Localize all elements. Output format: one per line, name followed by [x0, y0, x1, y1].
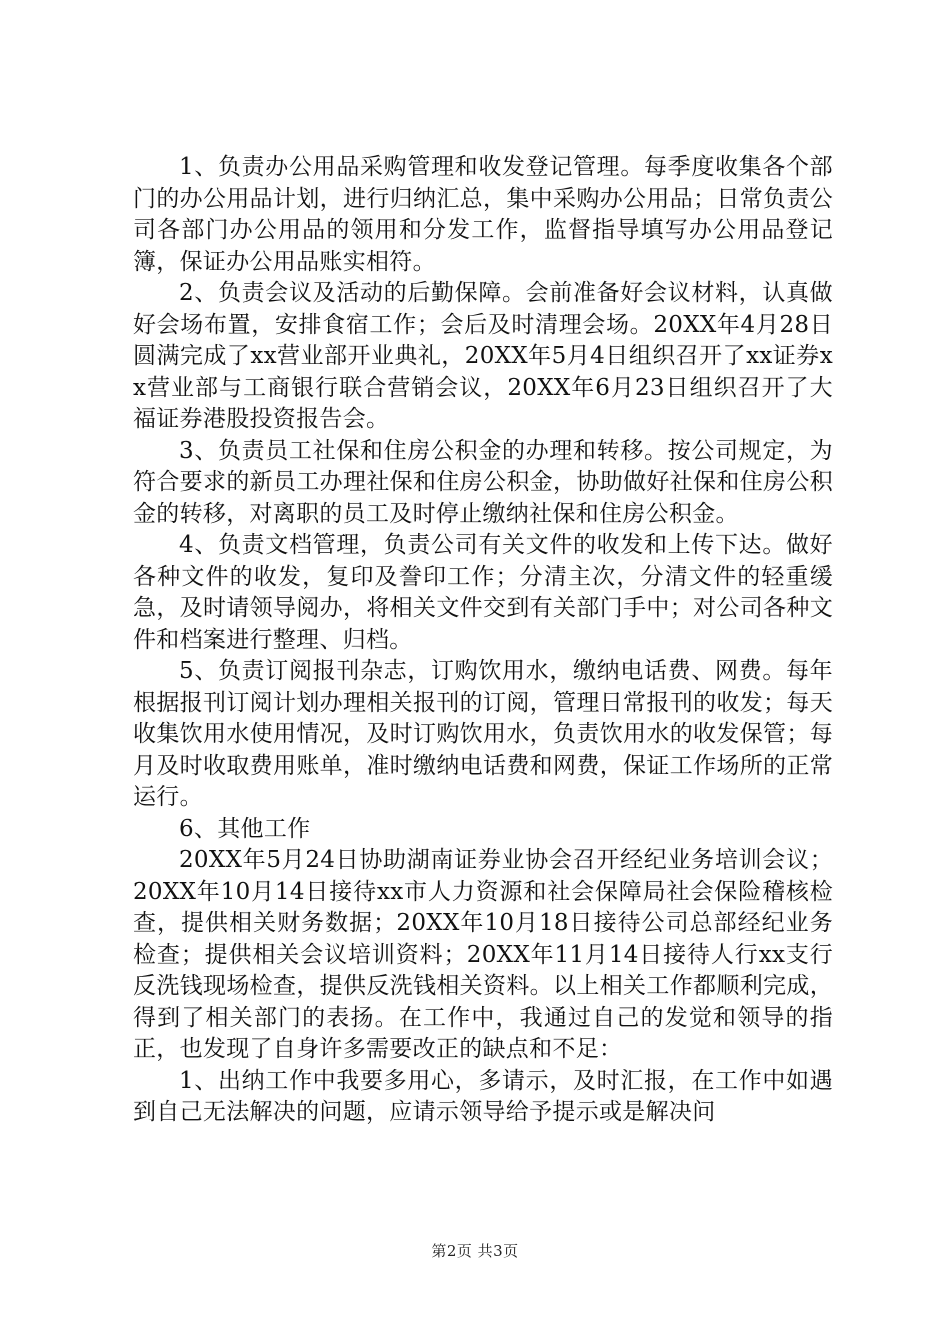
- paragraph-item-3: 3、负责员工社保和住房公积金的办理和转移。按公司规定，为符合要求的新员工办理社保和住房公积金，协助做好社保和住房公积金的转移，对离职的员工及时停止缴纳社保和住房公积金。: [133, 437, 833, 527]
- paragraph-item-4: 4、负责文档管理，负责公司有关文件的收发和上传下达。做好各种文件的收发，复印及誊印工作；分清主次，分清文件的轻重缓急，及时请领导阅办，将相关文件交到有关部门手中；对公司各种文件和档案进行整理、归档。: [133, 532, 833, 653]
- paragraph-item-5: 5、负责订阅报刊杂志，订购饮用水，缴纳电话费、网费。每年根据报刊订阅计划办理相关报刊的订阅，管理日常报刊的收发；每天收集饮用水使用情况，及时订购饮用水，负责饮用水的收发保管；每月及时收取费用账单，准时缴纳电话费和网费，保证工作场所的正常运行。: [133, 658, 833, 810]
- paragraph-other-work-detail: 20XX年5月24日协助湖南证券业协会召开经纪业务培训会议；20XX年10月14日接待xx市人力资源和社会保障局社会保险稽核检查，提供相关财务数据；20XX年10月18日接待公司总部经纪业务检查；提供相关会议培训资料；20XX年11月14日接待人行xx支行反洗钱现场检查，提供反洗钱相关资料。以上相关工作都顺利完成，得到了相关部门的表扬。在工作中，我通过自己的发觉和领导的指正，也发现了自身许多需要改正的缺点和不足：: [133, 847, 833, 1062]
- document-body: [133, 152, 833, 1129]
- paragraph-heading-other-work: 6、其他工作: [179, 815, 311, 842]
- page-number-footer: 第2页 共3页: [431, 1242, 519, 1260]
- paragraph-item-1: 1、负责办公用品采购管理和收发登记管理。每季度收集各个部门的办公用品计划，进行归纳汇总，集中采购办公用品；日常负责公司各部门办公用品的领用和分发工作，监督指导填写办公用品登记簿，保证办公用品账实相符。: [133, 154, 833, 275]
- paragraph-improvement-1: 1、出纳工作中我要多用心，多请示，及时汇报，在工作中如遇到自己无法解决的问题，应请示领导给予提示或是解决问: [133, 1067, 833, 1125]
- paragraph-item-2: 2、负责会议及活动的后勤保障。会前准备好会议材料，认真做好会场布置，安排食宿工作；会后及时清理会场。20XX年4月28日圆满完成了xx营业部开业典礼，20XX年5月4日组织召开了xx证券xx营业部与工商银行联合营销会议，20XX年6月23日组织召开了大福证券港股投资报告会。: [133, 280, 833, 432]
